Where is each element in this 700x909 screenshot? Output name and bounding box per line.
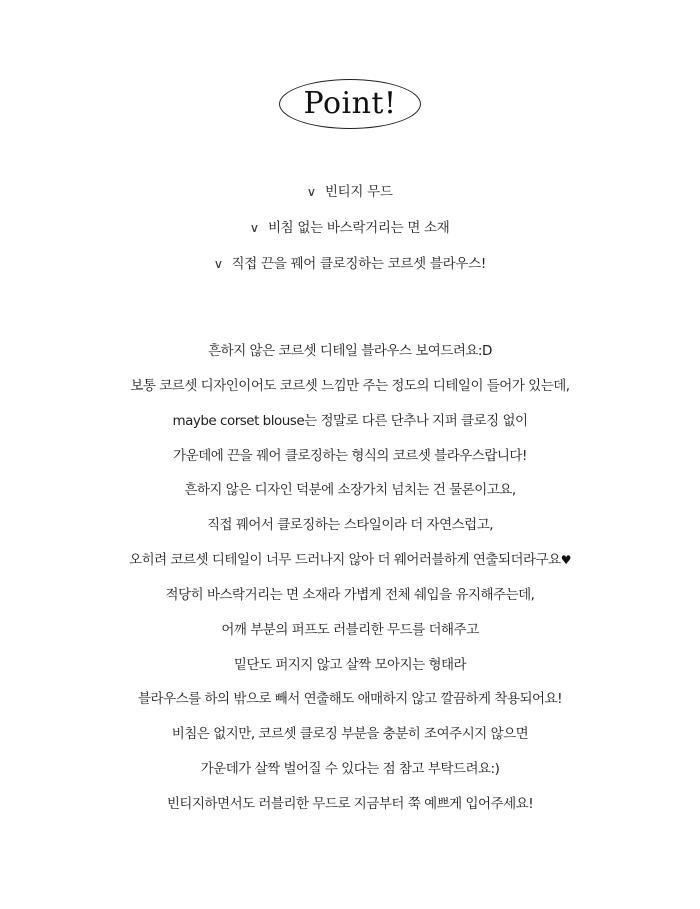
point-list [0, 181, 700, 289]
point-text: 직접 끈을 꿰어 클로징하는 코르셋 블라우스! [231, 256, 486, 272]
title-badge [279, 79, 421, 129]
description-line: 흔하지 않은 코르셋 디테일 블라우스 보여드려요:D [208, 343, 492, 359]
description-line: maybe corset blouse는 정말로 다른 단추나 지퍼 클로징 없이 [172, 412, 528, 429]
description-line: 어깨 부분의 퍼프도 러블리한 무드를 더해주고 [221, 621, 479, 638]
check-icon: ∨ [250, 221, 260, 235]
point-item [0, 253, 700, 289]
description-line: 비침은 없지만, 코르셋 클로징 부분을 충분히 조여주시지 않으면 [171, 726, 529, 743]
description-line: 가운데에 끈을 꿰어 클로징하는 형식의 코르셋 블라우스랍니다! [173, 447, 527, 464]
description-line: 적당히 바스락거리는 면 소재라 가볍게 전체 쉐입을 유지해주는데, [165, 586, 535, 603]
description-line [0, 549, 700, 584]
description-line: 빈티지하면서도 러블리한 무드로 지금부터 쭉 예쁘게 입어주세요! [166, 795, 534, 812]
point-item [0, 217, 700, 253]
description-line: 직접 꿰어서 클로징하는 스타일이라 더 자연스럽고, [206, 517, 494, 534]
description-line: 흔하지 않은 디자인 덕분에 소장가치 넘치는 건 물론이고요, [184, 482, 516, 499]
heart-icon: ♥ [560, 553, 571, 568]
check-icon: ∨ [306, 185, 317, 199]
point-text: 빈티지 무드 [324, 184, 393, 200]
description-text [0, 340, 700, 828]
description-line: 밑단도 퍼지지 않고 살짝 모아지는 형태라 [233, 656, 467, 673]
point-text: 비침 없는 바스락거리는 면 소재 [267, 220, 450, 236]
description-line-text: 오히려 코르셋 디테일이 너무 드러나지 않아 더 웨어러블하게 연출되더라구요 [129, 552, 561, 569]
check-icon: ∨ [213, 257, 223, 271]
description-line: 가운데가 살짝 벌어질 수 있다는 점 참고 부탁드려요:) [200, 761, 500, 778]
page-title: Point! [303, 86, 397, 121]
description-line: 블라우스를 하의 밖으로 빼서 연출해도 애매하지 않고 깔끔하게 착용되어요! [137, 691, 562, 708]
description-line: 보통 코르셋 디자인이어도 코르셋 느낌만 주는 정도의 디테일이 들어가 있는데, [130, 377, 570, 394]
point-item [0, 181, 700, 217]
